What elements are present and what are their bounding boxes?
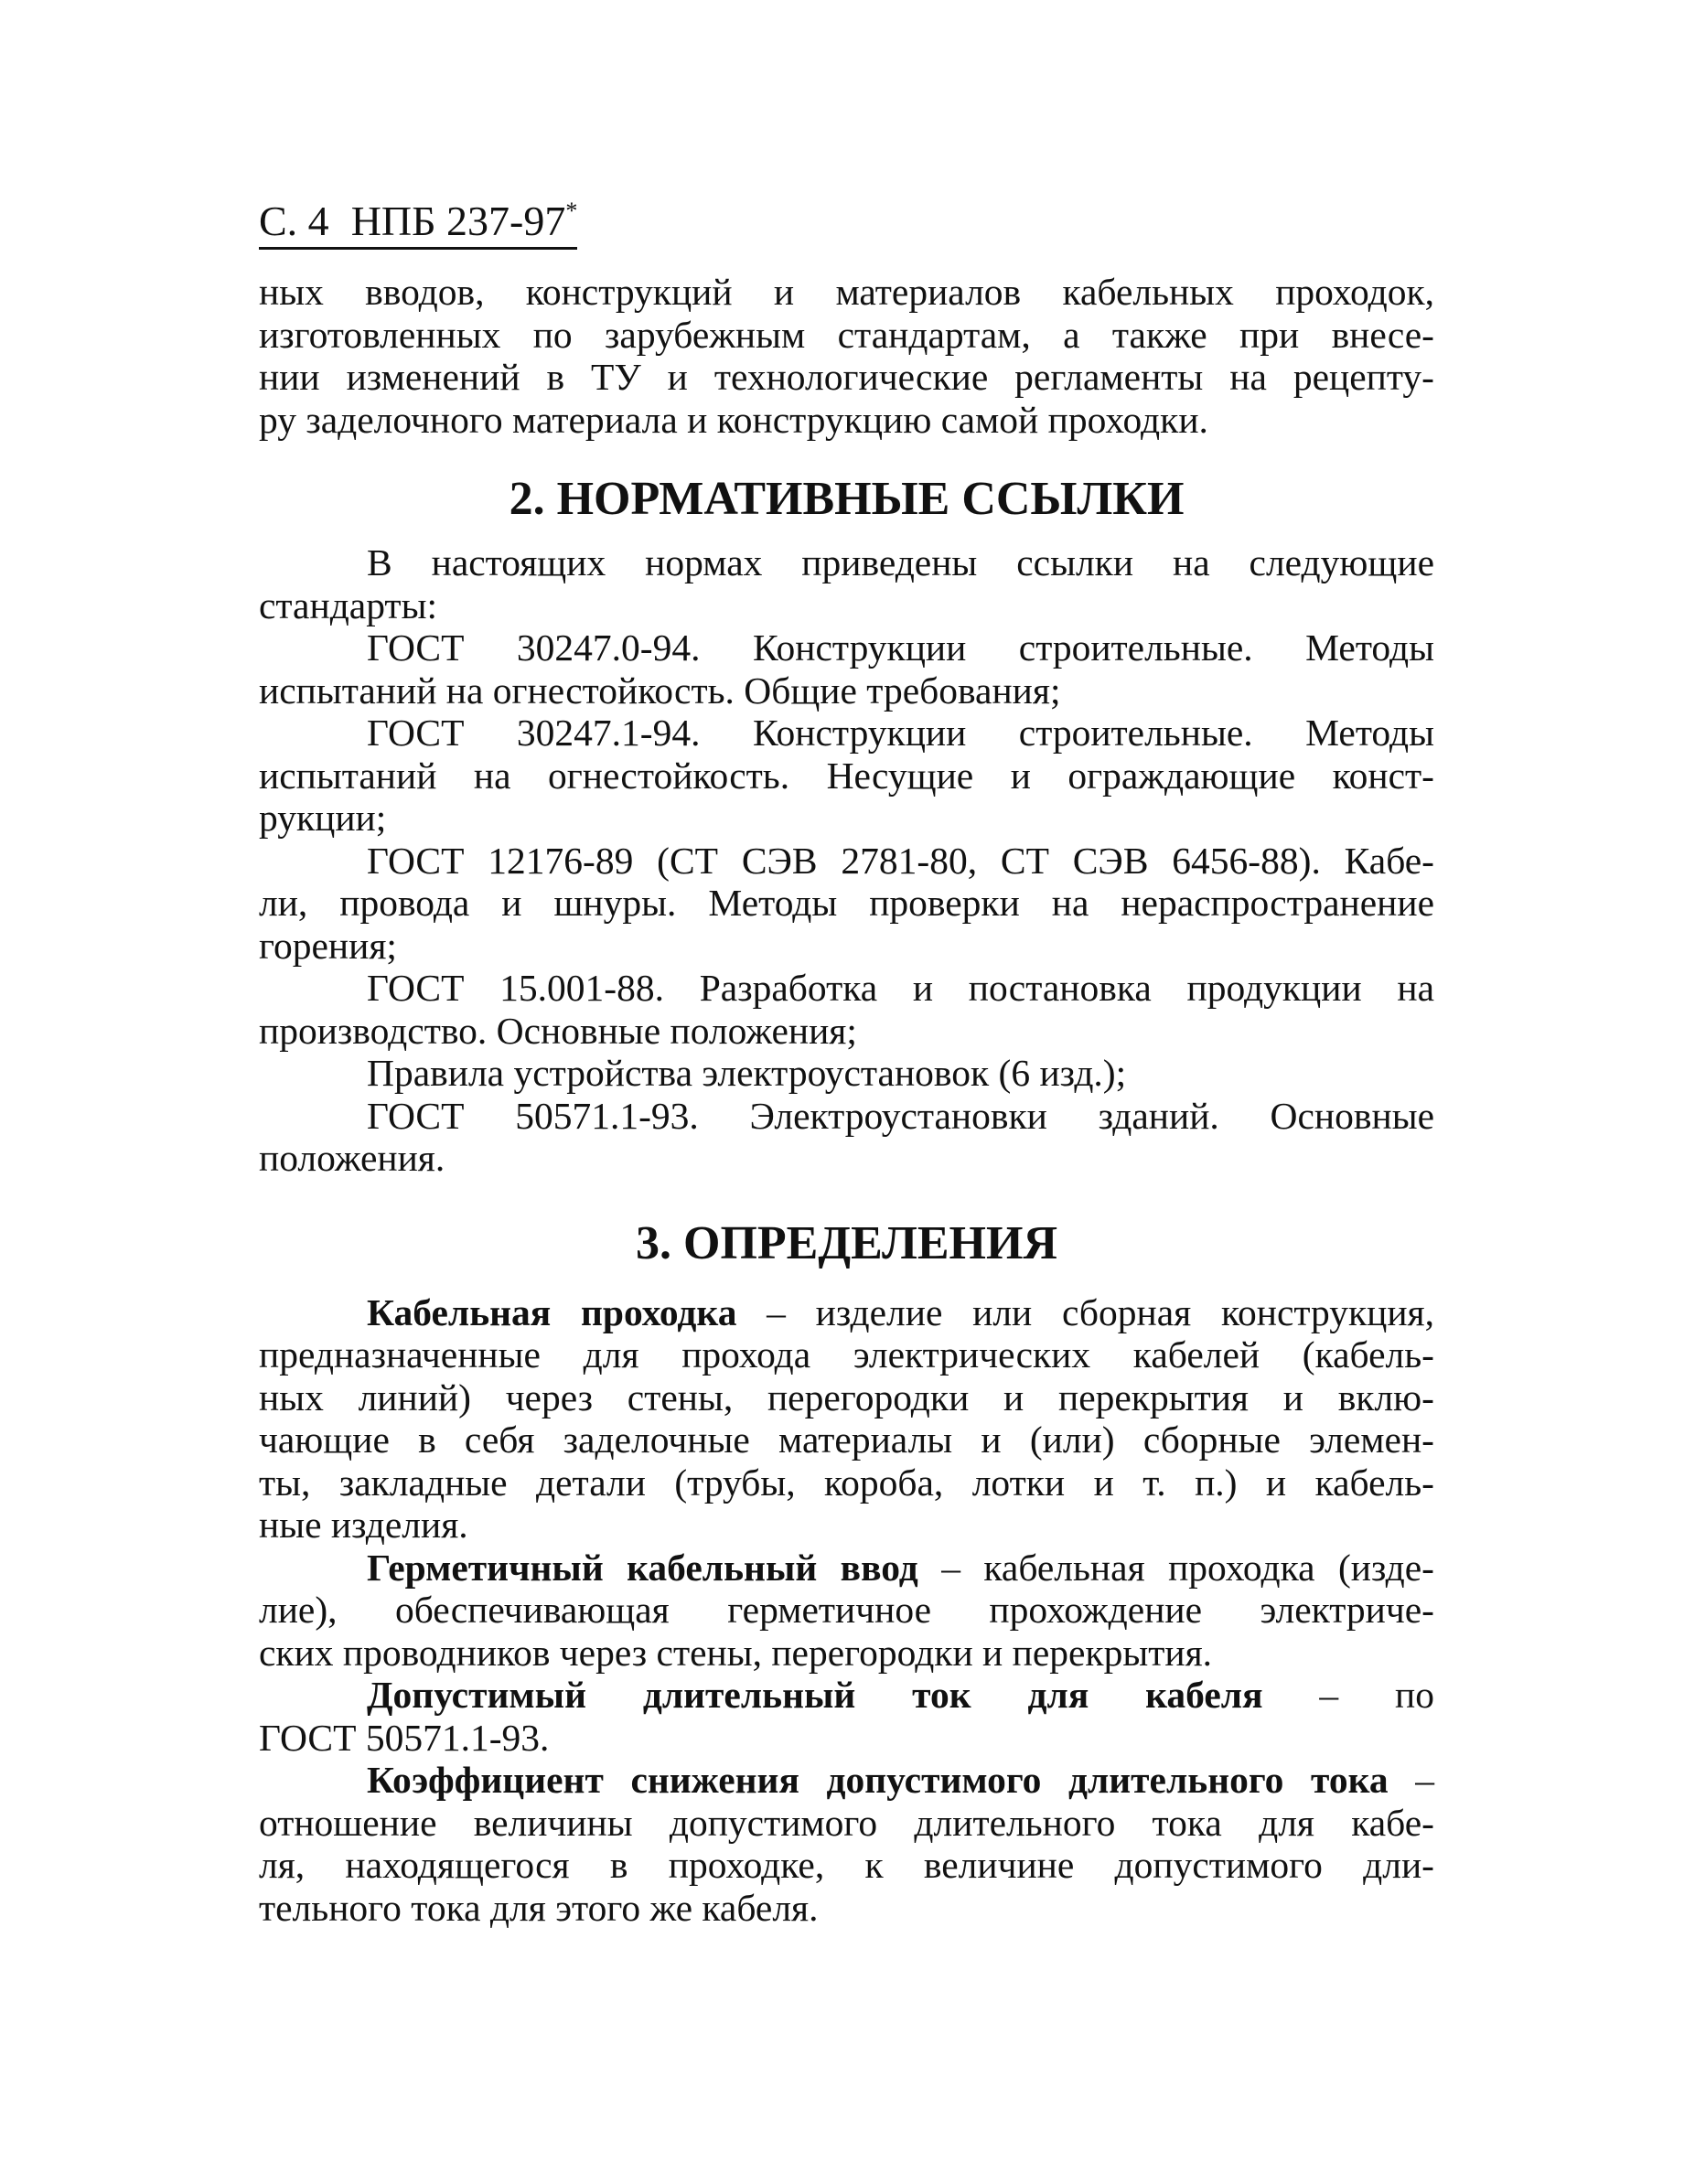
text-line: испытаний на огнестойкость. Общие требования; — [259, 669, 1061, 712]
text-line: ГОСТ 30247.1-94. Конструкции строительные. Методы — [367, 712, 1434, 754]
text-line: тельного тока для этого же кабеля. — [259, 1886, 819, 1929]
text-line: ных вводов, конструкций и материалов кабельных проходок, — [259, 271, 1434, 313]
definition-term: Коэффициент снижения допустимого длительного тока — [367, 1759, 1389, 1801]
text-line: чающие в себя заделочные материалы и (или) сборные элемен- — [259, 1419, 1434, 1461]
reference-paragraph — [259, 712, 1434, 840]
reference-paragraph — [259, 541, 1434, 626]
text-line: изготовленных по зарубежным стандартам, а также при внесе- — [259, 313, 1434, 356]
text-line: испытаний на огнестойкость. Несущие и ограждающие конст- — [259, 754, 1434, 797]
text-line: горения; — [259, 924, 397, 967]
text-line — [259, 1759, 1434, 1802]
text-line: ГОСТ 50571.1-93. — [259, 1716, 550, 1759]
page-label: С. 4 — [259, 198, 329, 244]
definition-paragraph — [259, 1674, 1434, 1759]
text-line: лие), обеспечивающая герметичное прохождение электриче- — [259, 1589, 1434, 1631]
text-line: производство. Основные положения; — [259, 1009, 857, 1052]
definition-text: по — [1395, 1674, 1435, 1716]
definition-text: изделие или сборная конструкция, — [815, 1290, 1435, 1333]
text-line — [259, 1291, 1434, 1334]
definitions-list — [259, 1291, 1434, 1930]
reference-paragraph — [259, 1052, 1434, 1095]
reference-paragraph — [259, 626, 1434, 712]
text-line: ных линий) через стены, перегородки и перекрытия и вклю- — [259, 1376, 1434, 1419]
section-3-title: 3. ОПРЕДЕЛЕНИЯ — [636, 1216, 1057, 1269]
definition-paragraph — [259, 1759, 1434, 1929]
text-line: рукции; — [259, 797, 387, 839]
definition-dash: – — [917, 1546, 984, 1589]
text-line: предназначенные для прохода электрических кабелей (кабель- — [259, 1333, 1434, 1376]
definition-text: кабельная проходка (изде- — [983, 1546, 1434, 1589]
definition-dash: – — [1262, 1674, 1396, 1716]
text-line: ру заделочного материала и конструкцию самой проходки. — [259, 398, 1208, 441]
text-line: ГОСТ 50571.1-93. Электроустановки зданий. Основные — [367, 1094, 1434, 1137]
text-line — [259, 1547, 1434, 1590]
text-line: положения. — [259, 1137, 445, 1179]
section-2-title: 2. НОРМАТИВНЫЕ ССЫЛКИ — [509, 473, 1185, 525]
definition-term: Допустимый длительный ток для кабеля — [367, 1674, 1263, 1716]
definition-paragraph — [259, 1291, 1434, 1547]
text-line: стандарты: — [259, 583, 437, 626]
text-line: ГОСТ 15.001-88. Разработка и постановка продукции на — [367, 967, 1434, 1009]
doc-mark: * — [565, 198, 578, 224]
text-line: ГОСТ 12176-89 (СТ СЭВ 2781-80, СТ СЭВ 6456-88). Кабе- — [367, 839, 1434, 882]
text-line: Правила устройства электроустановок (6 изд.); — [367, 1052, 1127, 1094]
text-line: отношение величины допустимого длительного тока для кабе- — [259, 1801, 1434, 1844]
text-line: ских проводников через стены, перегородки и перекрытия. — [259, 1631, 1213, 1674]
definition-dash: – — [736, 1290, 816, 1333]
text-line: ты, закладные детали (трубы, короба, лотки и т. п.) и кабель- — [259, 1461, 1434, 1504]
reference-paragraph — [259, 967, 1434, 1052]
reference-paragraph — [259, 1095, 1434, 1180]
doc-code: НПБ 237-97 — [350, 198, 566, 244]
definition-dash: – — [1388, 1759, 1434, 1801]
references-list — [259, 541, 1434, 1180]
text-line: ля, находящегося в проходке, к величине допустимого дли- — [259, 1844, 1434, 1886]
intro-paragraph — [259, 271, 1434, 441]
definition-term: Кабельная проходка — [367, 1290, 737, 1333]
text-line: ГОСТ 30247.0-94. Конструкции строительные. Методы — [367, 626, 1434, 669]
text-line — [259, 1674, 1434, 1717]
definition-paragraph — [259, 1547, 1434, 1675]
text-line: нии изменений в ТУ и технологические регламенты на рецепту- — [259, 356, 1434, 398]
reference-paragraph — [259, 840, 1434, 968]
text-line: В настоящих нормах приведены ссылки на следующие — [367, 541, 1434, 583]
document-body — [259, 271, 1434, 1929]
text-line: ли, провода и шнуры. Методы проверки на нераспространение — [259, 882, 1434, 924]
definition-term: Герметичный кабельный ввод — [367, 1546, 918, 1589]
text-line: ные изделия. — [259, 1504, 468, 1546]
page-header — [259, 186, 577, 250]
